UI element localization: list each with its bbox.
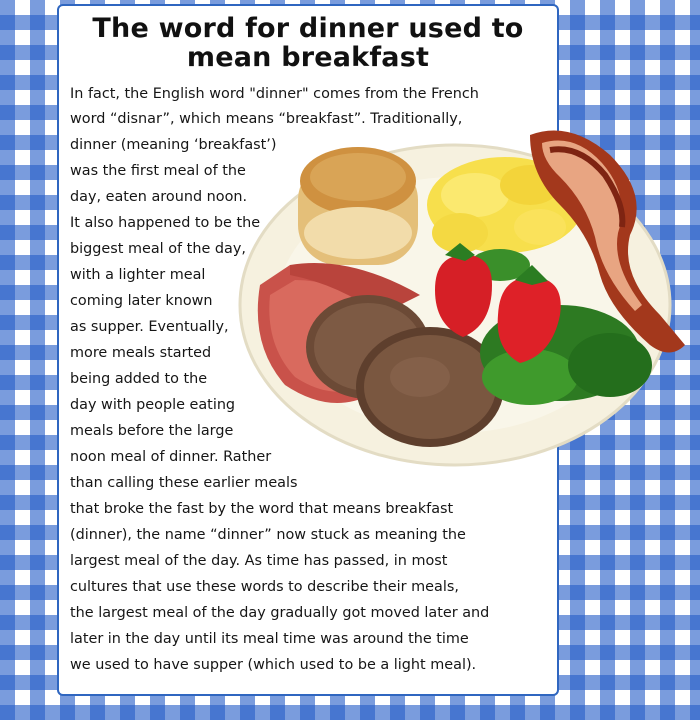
body-line-20: cultures that use these words to describe their meals, bbox=[70, 579, 459, 595]
body-line-5: day, eaten around noon. bbox=[70, 189, 248, 205]
body-line-14: meals before the large bbox=[70, 423, 234, 439]
page-title bbox=[59, 14, 557, 72]
breakfast-plate-image bbox=[230, 115, 700, 495]
body-line-8: with a lighter meal bbox=[70, 267, 206, 283]
biscuit bbox=[298, 147, 418, 265]
body-line-7: biggest meal of the day, bbox=[70, 241, 246, 257]
body-line-6: It also happened to be the bbox=[70, 215, 261, 231]
body-line-13: day with people eating bbox=[70, 397, 236, 413]
body-line-11: more meals started bbox=[70, 345, 212, 361]
title-line-2: mean breakfast bbox=[186, 42, 430, 73]
body-line-12: being added to the bbox=[70, 371, 208, 387]
body-line-2: word “disnar”, which means “breakfast”. Traditionally, bbox=[70, 111, 463, 127]
body-line-1: In fact, the English word "dinner" comes from the French bbox=[70, 86, 479, 102]
body-line-9: coming later known bbox=[70, 293, 213, 309]
body-line-18: (dinner), the name “dinner” now stuck as meaning the bbox=[70, 527, 466, 543]
body-line-23: we used to have supper (which used to be a light meal). bbox=[70, 657, 477, 673]
body-line-15: noon meal of dinner. Rather bbox=[70, 449, 272, 465]
body-line-3: dinner (meaning ‘breakfast’) bbox=[70, 137, 277, 153]
body-line-4: was the first meal of the bbox=[70, 163, 246, 179]
body-line-22: later in the day until its meal time was around the time bbox=[70, 631, 469, 647]
title-line-1: The word for dinner used to bbox=[92, 13, 524, 44]
body-line-16: than calling these earlier meals bbox=[70, 475, 298, 491]
body-line-10: as supper. Eventually, bbox=[70, 319, 229, 335]
body-line-21: the largest meal of the day gradually got moved later and bbox=[70, 605, 490, 621]
body-line-19: largest meal of the day. As time has passed, in most bbox=[70, 553, 448, 569]
body-line-17: that broke the fast by the word that means breakfast bbox=[70, 501, 454, 517]
